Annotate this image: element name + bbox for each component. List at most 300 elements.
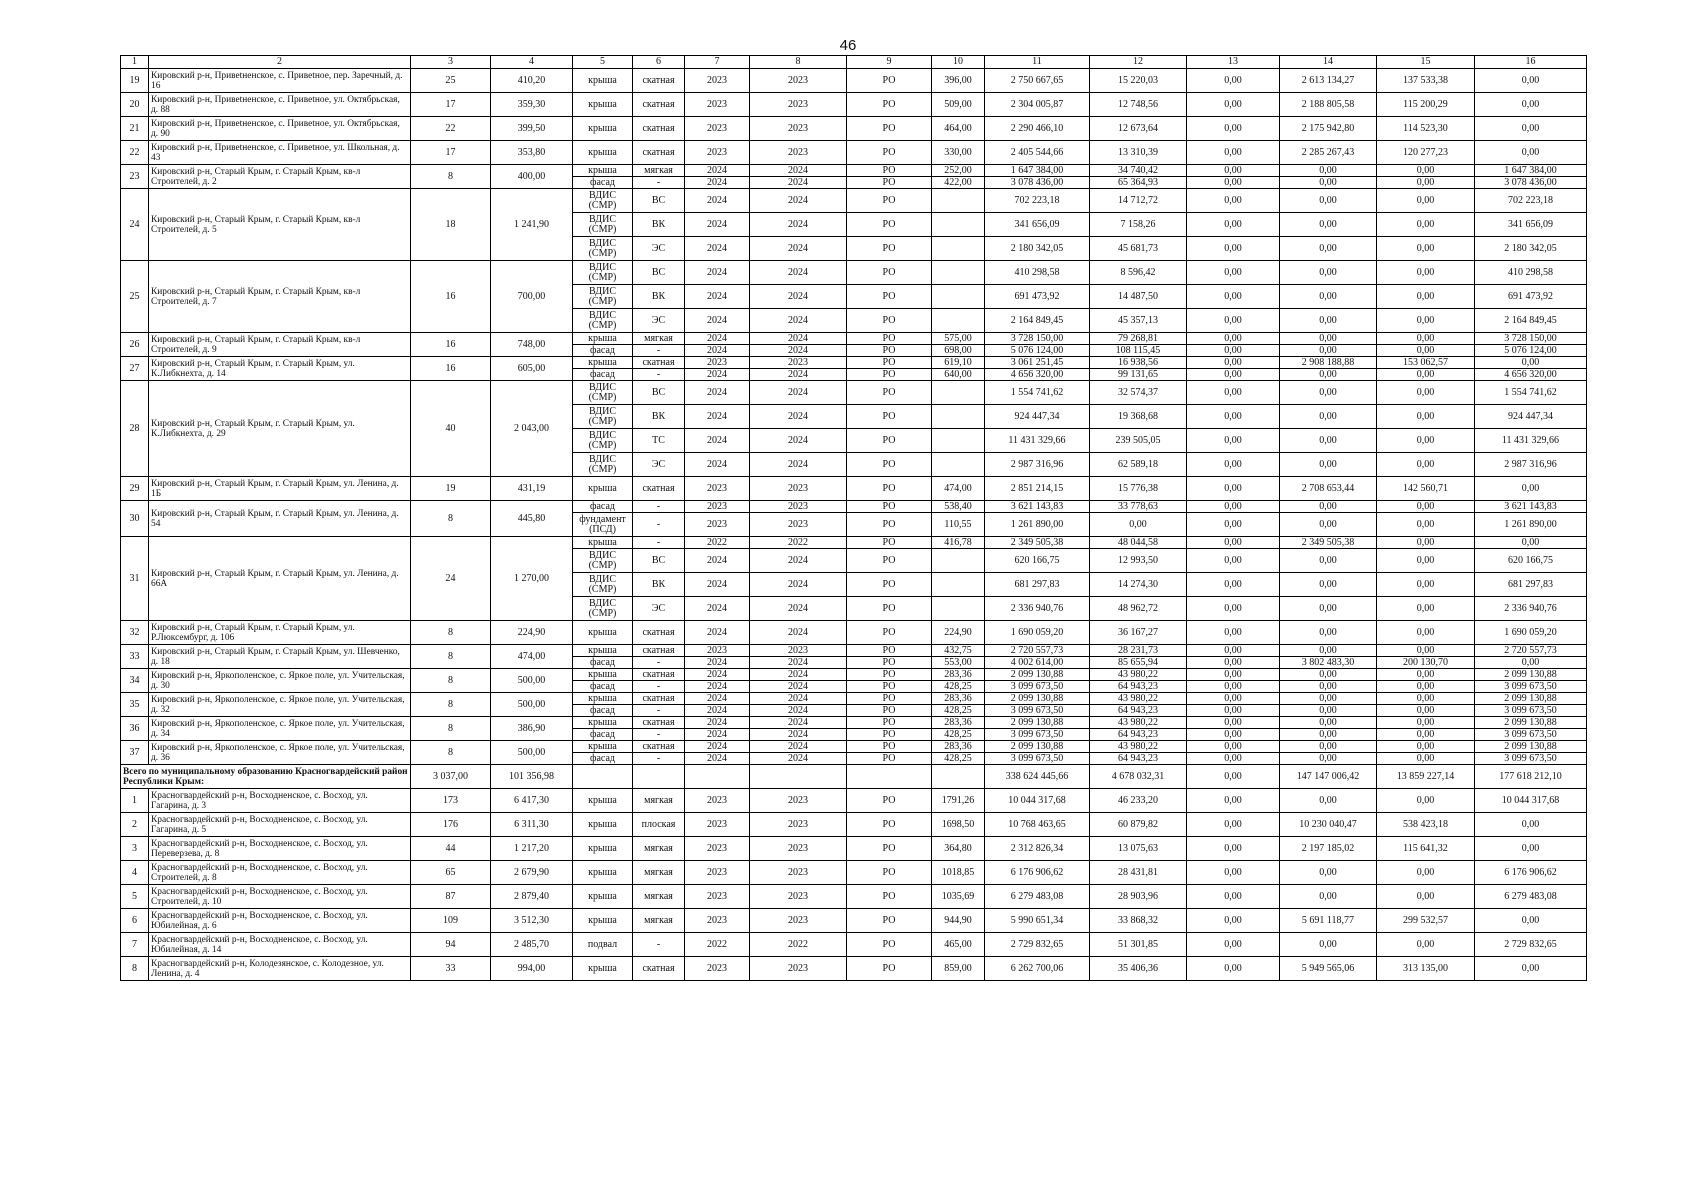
method-cell: РО [847,537,932,549]
fund-budget-cell: 0,00 [1187,681,1280,693]
fund-budget-cell: 0,00 [1187,345,1280,357]
cost-total-cell: 6 279 483,08 [985,885,1090,909]
table-row [121,261,1587,285]
fund-regoperator-cell: 3 621 143,83 [1475,501,1587,513]
roof-type-cell: скатная [633,141,685,165]
fund-regoperator-cell: 2 099 130,88 [1475,693,1587,705]
row-number-cell: 4 [121,861,149,885]
roof-type-cell: ТС [633,429,685,453]
end-year-cell: 2023 [750,477,847,501]
roof-type-cell: ВС [633,549,685,573]
area-cell: 994,00 [491,957,573,981]
fund-regoperator-cell: 0,00 [1475,837,1587,861]
fund-budget-cell: 0,00 [1187,453,1280,477]
volume-cell: 553,00 [932,657,985,669]
table-row [121,333,1587,345]
fund-regoperator-cell: 0,00 [1475,117,1587,141]
fund-regoperator-cell: 1 647 384,00 [1475,165,1587,177]
plan-year-cell: 2024 [685,753,750,765]
end-year-cell: 2023 [750,513,847,537]
fund-regoperator-cell: 0,00 [1475,69,1587,93]
roof-type-cell: скатная [633,669,685,681]
empty-cell [847,765,932,789]
roof-type-cell: мягкая [633,885,685,909]
fund-region-cell: 0,00 [1280,309,1377,333]
roof-type-cell: скатная [633,69,685,93]
fund-budget-cell: 0,00 [1187,381,1280,405]
fund-region-cell: 2 188 805,58 [1280,93,1377,117]
cost-sd-cell: 79 268,81 [1090,333,1187,345]
table-row [121,69,1587,93]
fund-region-cell: 0,00 [1280,369,1377,381]
method-cell: РО [847,405,932,429]
fund-owners-cell: 0,00 [1377,285,1475,309]
fund-owners-cell: 0,00 [1377,237,1475,261]
roof-type-cell: скатная [633,477,685,501]
address-cell: Кировский р-н, Привetненское, с. Привetное, ул. Октябрьская, д. 88 [149,93,411,117]
volume-cell: 416,78 [932,537,985,549]
fund-region-cell: 2 908 188,88 [1280,357,1377,369]
method-cell: РО [847,681,932,693]
work-type-cell: ВДИС (СМР) [573,381,633,405]
apartments-cell: 87 [411,885,491,909]
cost-total-cell: 1 647 384,00 [985,165,1090,177]
apartments-cell: 173 [411,789,491,813]
row-number-cell: 22 [121,141,149,165]
fund-budget-cell: 0,00 [1187,357,1280,369]
row-number-cell: 19 [121,69,149,93]
fund-budget-cell: 0,00 [1187,501,1280,513]
plan-year-cell: 2023 [685,813,750,837]
method-cell: РО [847,645,932,657]
fund-region-cell: 0,00 [1280,885,1377,909]
plan-year-cell: 2024 [685,693,750,705]
cost-sd-cell: 15 776,38 [1090,477,1187,501]
plan-year-cell: 2023 [685,513,750,537]
fund-regoperator-cell: 2 729 832,65 [1475,933,1587,957]
plan-year-cell: 2022 [685,537,750,549]
plan-year-cell: 2023 [685,69,750,93]
roof-type-cell: - [633,705,685,717]
area-cell: 399,50 [491,117,573,141]
address-cell: Кировский р-н, Старый Крым, г. Старый Крым, ул. Ленина, д. 66А [149,537,411,621]
apartments-cell: 22 [411,117,491,141]
end-year-cell: 2024 [750,177,847,189]
cost-total-cell: 3 061 251,45 [985,357,1090,369]
volume-cell: 1035,69 [932,885,985,909]
cost-total-cell: 2 099 130,88 [985,669,1090,681]
fund-budget-cell: 0,00 [1187,189,1280,213]
repair-schedule-table [120,55,1587,981]
fund-regoperator-cell: 2 336 940,76 [1475,597,1587,621]
cost-total-cell: 4 656 320,00 [985,369,1090,381]
fund-budget-cell: 0,00 [1187,837,1280,861]
area-cell: 386,90 [491,717,573,741]
row-number-cell: 7 [121,933,149,957]
cost-sd-cell: 35 406,36 [1090,957,1187,981]
cost-sd-cell: 7 158,26 [1090,213,1187,237]
end-year-cell: 2024 [750,597,847,621]
end-year-cell: 2024 [750,453,847,477]
end-year-cell: 2024 [750,285,847,309]
cost-sd-cell: 13 075,63 [1090,837,1187,861]
fund-budget-cell: 0,00 [1187,477,1280,501]
address-cell: Красногвардейский р-н, Восходненское, с. Восход, ул. Юбилейная, д. 14 [149,933,411,957]
end-year-cell: 2024 [750,381,847,405]
volume-cell: 1791,26 [932,789,985,813]
address-cell: Красногвардейский р-н, Колодезянское, с. Колодезное, ул. Ленина, д. 4 [149,957,411,981]
address-cell: Кировский р-н, Привetненское, с. Привetное, ул. Школьная, д. 43 [149,141,411,165]
volume-cell: 283,36 [932,669,985,681]
plan-year-cell: 2023 [685,789,750,813]
area-cell: 700,00 [491,261,573,333]
fund-region-cell: 0,00 [1280,669,1377,681]
total-cost-cell: 338 624 445,66 [985,765,1090,789]
end-year-cell: 2023 [750,909,847,933]
fund-regoperator-cell: 0,00 [1475,537,1587,549]
end-year-cell: 2024 [750,573,847,597]
fund-regoperator-cell: 2 164 849,45 [1475,309,1587,333]
volume-cell: 944,90 [932,909,985,933]
table-row [121,693,1587,705]
plan-year-cell: 2023 [685,837,750,861]
row-number-cell: 8 [121,957,149,981]
volume-cell [932,453,985,477]
work-type-cell: крыша [573,333,633,345]
roof-type-cell: - [633,513,685,537]
row-number-cell: 26 [121,333,149,357]
column-number-cell: 12 [1090,56,1187,69]
apartments-cell: 8 [411,741,491,765]
fund-regoperator-cell: 5 076 124,00 [1475,345,1587,357]
row-number-cell: 31 [121,537,149,621]
method-cell: РО [847,597,932,621]
method-cell: РО [847,309,932,333]
cost-total-cell: 10 044 317,68 [985,789,1090,813]
end-year-cell: 2023 [750,813,847,837]
fund-region-cell: 0,00 [1280,501,1377,513]
fund-region-cell: 0,00 [1280,189,1377,213]
fund-region-cell: 0,00 [1280,285,1377,309]
column-number-cell: 14 [1280,56,1377,69]
method-cell: РО [847,369,932,381]
fund-budget-cell: 0,00 [1187,597,1280,621]
cost-total-cell: 2 720 557,73 [985,645,1090,657]
work-type-cell: фасад [573,345,633,357]
table-row [121,717,1587,729]
cost-sd-cell: 12 748,56 [1090,93,1187,117]
volume-cell [932,237,985,261]
work-type-cell: фасад [573,501,633,513]
table-row [121,477,1587,501]
plan-year-cell: 2024 [685,345,750,357]
fund-region-cell: 0,00 [1280,681,1377,693]
fund-region-cell: 0,00 [1280,789,1377,813]
row-number-cell: 24 [121,189,149,261]
work-type-cell: ВДИС (СМР) [573,405,633,429]
end-year-cell: 2024 [750,345,847,357]
volume-cell: 422,00 [932,177,985,189]
work-type-cell: крыша [573,861,633,885]
end-year-cell: 2024 [750,681,847,693]
work-type-cell: крыша [573,141,633,165]
fund-region-cell: 0,00 [1280,177,1377,189]
address-cell: Кировский р-н, Старый Крым, г. Старый Крым, ул. Ленина, д. 54 [149,501,411,537]
fund-regoperator-cell: 11 431 329,66 [1475,429,1587,453]
roof-type-cell: - [633,657,685,669]
fund-owners-cell: 0,00 [1377,597,1475,621]
fund-owners-cell: 0,00 [1377,429,1475,453]
roof-type-cell: скатная [633,957,685,981]
fund-budget-cell: 0,00 [1187,165,1280,177]
table-row [121,885,1587,909]
column-number-cell: 1 [121,56,149,69]
cost-sd-cell: 45 357,13 [1090,309,1187,333]
plan-year-cell: 2024 [685,285,750,309]
cost-total-cell: 11 431 329,66 [985,429,1090,453]
table-row [121,861,1587,885]
end-year-cell: 2024 [750,333,847,345]
cost-sd-cell: 46 233,20 [1090,789,1187,813]
work-type-cell: фасад [573,369,633,381]
fund-region-cell: 2 197 185,02 [1280,837,1377,861]
volume-cell: 428,25 [932,753,985,765]
row-number-cell: 37 [121,741,149,765]
end-year-cell: 2024 [750,753,847,765]
method-cell: РО [847,213,932,237]
method-cell: РО [847,621,932,645]
cost-total-cell: 2 750 667,65 [985,69,1090,93]
address-cell: Кировский р-н, Старый Крым, г. Старый Крым, ул. Ленина, д. 1Б [149,477,411,501]
apartments-cell: 16 [411,333,491,357]
cost-sd-cell: 51 301,85 [1090,933,1187,957]
fund-owners-cell: 0,00 [1377,309,1475,333]
volume-cell: 364,80 [932,837,985,861]
method-cell: РО [847,453,932,477]
plan-year-cell: 2024 [685,237,750,261]
column-number-cell: 8 [750,56,847,69]
work-type-cell: ВДИС (СМР) [573,189,633,213]
cost-total-cell: 681 297,83 [985,573,1090,597]
roof-type-cell: ЭС [633,453,685,477]
table-row [121,189,1587,213]
apartments-cell: 109 [411,909,491,933]
method-cell: РО [847,513,932,537]
fund-budget-cell: 0,00 [1187,885,1280,909]
cost-total-cell: 6 176 906,62 [985,861,1090,885]
fund-owners-cell: 0,00 [1377,789,1475,813]
table-row [121,117,1587,141]
fund-budget-cell: 0,00 [1187,753,1280,765]
method-cell: РО [847,657,932,669]
cost-total-cell: 2 312 826,34 [985,837,1090,861]
fund-owners-cell: 0,00 [1377,549,1475,573]
volume-cell: 575,00 [932,333,985,345]
plan-year-cell: 2024 [685,213,750,237]
fund-regoperator-cell: 0,00 [1475,93,1587,117]
fund-regoperator-cell: 1 690 059,20 [1475,621,1587,645]
total-fund-owners-cell: 13 859 227,14 [1377,765,1475,789]
cost-sd-cell: 12 993,50 [1090,549,1187,573]
volume-cell: 1698,50 [932,813,985,837]
address-cell: Кировский р-н, Привetненское, с. Привetное, ул. Октябрьская, д. 90 [149,117,411,141]
plan-year-cell: 2023 [685,645,750,657]
address-cell: Красногвардейский р-н, Восходненское, с. Восход, ул. Гагарина, д. 5 [149,813,411,837]
end-year-cell: 2024 [750,621,847,645]
roof-type-cell: ВК [633,405,685,429]
work-type-cell: крыша [573,477,633,501]
plan-year-cell: 2023 [685,117,750,141]
row-number-cell: 36 [121,717,149,741]
fund-regoperator-cell: 2 099 130,88 [1475,669,1587,681]
cost-total-cell: 5 076 124,00 [985,345,1090,357]
table-row [121,957,1587,981]
table-row [121,357,1587,369]
fund-budget-cell: 0,00 [1187,621,1280,645]
fund-budget-cell: 0,00 [1187,369,1280,381]
row-number-cell: 2 [121,813,149,837]
method-cell: РО [847,693,932,705]
plan-year-cell: 2023 [685,501,750,513]
work-type-cell: крыша [573,693,633,705]
cost-sd-cell: 48 962,72 [1090,597,1187,621]
fund-owners-cell: 0,00 [1377,741,1475,753]
address-cell: Кировский р-н, Старый Крым, г. Старый Крым, ул. Шевченко, д. 18 [149,645,411,669]
cost-sd-cell: 28 231,73 [1090,645,1187,657]
fund-budget-cell: 0,00 [1187,213,1280,237]
volume-cell: 224,90 [932,621,985,645]
fund-owners-cell: 0,00 [1377,213,1475,237]
plan-year-cell: 2024 [685,189,750,213]
table-row [121,909,1587,933]
cost-total-cell: 6 262 700,06 [985,957,1090,981]
fund-budget-cell: 0,00 [1187,717,1280,729]
fund-region-cell: 0,00 [1280,645,1377,657]
method-cell: РО [847,837,932,861]
volume-cell [932,261,985,285]
fund-owners-cell: 137 533,38 [1377,69,1475,93]
row-number-cell: 29 [121,477,149,501]
apartments-cell: 16 [411,261,491,333]
cost-total-cell: 3 728 150,00 [985,333,1090,345]
volume-cell: 640,00 [932,369,985,381]
table-row [121,93,1587,117]
cost-sd-cell: 0,00 [1090,513,1187,537]
fund-regoperator-cell: 6 176 906,62 [1475,861,1587,885]
method-cell: РО [847,789,932,813]
cost-sd-cell: 34 740,42 [1090,165,1187,177]
volume-cell: 428,25 [932,705,985,717]
method-cell: РО [847,933,932,957]
work-type-cell: крыша [573,885,633,909]
fund-budget-cell: 0,00 [1187,861,1280,885]
plan-year-cell: 2024 [685,261,750,285]
fund-budget-cell: 0,00 [1187,261,1280,285]
column-number-cell: 7 [685,56,750,69]
cost-sd-cell: 28 903,96 [1090,885,1187,909]
method-cell: РО [847,93,932,117]
method-cell: РО [847,501,932,513]
fund-budget-cell: 0,00 [1187,957,1280,981]
end-year-cell: 2024 [750,741,847,753]
cost-sd-cell: 48 044,58 [1090,537,1187,549]
method-cell: РО [847,357,932,369]
fund-owners-cell: 0,00 [1377,189,1475,213]
roof-type-cell: - [633,369,685,381]
plan-year-cell: 2024 [685,657,750,669]
row-number-cell: 3 [121,837,149,861]
table-row [121,537,1587,549]
fund-owners-cell: 0,00 [1377,933,1475,957]
fund-regoperator-cell: 3 728 150,00 [1475,333,1587,345]
method-cell: РО [847,885,932,909]
plan-year-cell: 2024 [685,369,750,381]
cost-sd-cell: 60 879,82 [1090,813,1187,837]
fund-owners-cell: 0,00 [1377,645,1475,657]
fund-region-cell: 0,00 [1280,705,1377,717]
fund-budget-cell: 0,00 [1187,537,1280,549]
fund-regoperator-cell: 0,00 [1475,657,1587,669]
end-year-cell: 2023 [750,141,847,165]
work-type-cell: крыша [573,69,633,93]
fund-region-cell: 2 349 505,38 [1280,537,1377,549]
address-cell: Красногвардейский р-н, Восходненское, с. Восход, ул. Гагарина, д. 3 [149,789,411,813]
roof-type-cell: скатная [633,693,685,705]
fund-region-cell: 2 175 942,80 [1280,117,1377,141]
end-year-cell: 2023 [750,885,847,909]
fund-owners-cell: 0,00 [1377,753,1475,765]
fund-regoperator-cell: 341 656,09 [1475,213,1587,237]
roof-type-cell: - [633,933,685,957]
cost-total-cell: 3 099 673,50 [985,681,1090,693]
volume-cell [932,429,985,453]
method-cell: РО [847,909,932,933]
cost-total-cell: 924 447,34 [985,405,1090,429]
fund-owners-cell: 538 423,18 [1377,813,1475,837]
cost-sd-cell: 36 167,27 [1090,621,1187,645]
cost-total-cell: 2 164 849,45 [985,309,1090,333]
end-year-cell: 2024 [750,693,847,705]
plan-year-cell: 2022 [685,933,750,957]
end-year-cell: 2024 [750,705,847,717]
end-year-cell: 2022 [750,537,847,549]
fund-owners-cell: 299 532,57 [1377,909,1475,933]
cost-total-cell: 10 768 463,65 [985,813,1090,837]
area-cell: 359,30 [491,93,573,117]
cost-total-cell: 410 298,58 [985,261,1090,285]
roof-type-cell: скатная [633,117,685,141]
fund-owners-cell: 0,00 [1377,717,1475,729]
cost-sd-cell: 14 712,72 [1090,189,1187,213]
fund-budget-cell: 0,00 [1187,729,1280,741]
method-cell: РО [847,549,932,573]
fund-owners-cell: 0,00 [1377,177,1475,189]
column-number-cell: 5 [573,56,633,69]
table-row [121,141,1587,165]
fund-owners-cell: 0,00 [1377,381,1475,405]
plan-year-cell: 2024 [685,177,750,189]
end-year-cell: 2024 [750,405,847,429]
fund-owners-cell: 114 523,30 [1377,117,1475,141]
address-cell: Кировский р-н, Старый Крым, г. Старый Крым, кв-л Строителей, д. 5 [149,189,411,261]
area-cell: 474,00 [491,645,573,669]
fund-budget-cell: 0,00 [1187,573,1280,597]
roof-type-cell: мягкая [633,837,685,861]
end-year-cell: 2024 [750,261,847,285]
area-cell: 2 043,00 [491,381,573,477]
end-year-cell: 2023 [750,861,847,885]
apartments-cell: 8 [411,501,491,537]
